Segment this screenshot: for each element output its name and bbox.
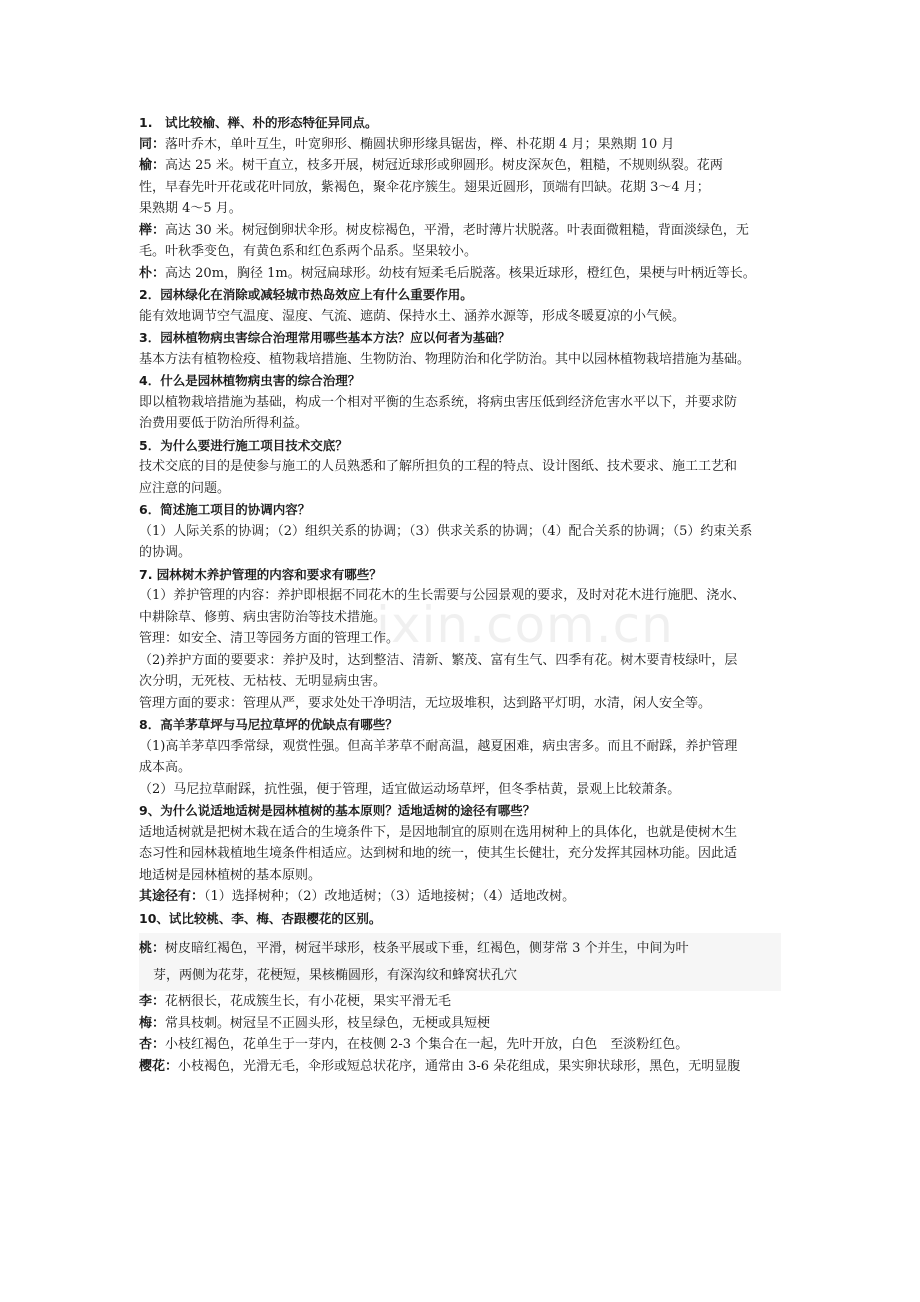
- q1-same-text: 落叶乔木，单叶互生，叶宽卵形、椭圆状卵形缘具锯齿，榉、朴花期 4 月；果熟期 10 月: [165, 136, 675, 152]
- question-3-title: 3．园林植物病虫害综合治理常用哪些基本方法？应以何者为基础？: [139, 330, 511, 345]
- q7-answer-4: （2)养护方面的要要求：养护及时，达到整洁、清新、繁茂、富有生气、四季有花。树木要青枝绿叶，层: [139, 652, 738, 668]
- q3-answer: 基本方法有植物检疫、植物栽培措施、生物防治、物理防治和化学防治。其中以园林植物栽培措施为基础。: [139, 351, 751, 367]
- q1-pu-text: 高达 20m，胸径 1m。树冠扁球形。幼枝有短柔毛后脱落。核果近球形，橙红色，果梗与叶柄近等长。: [165, 265, 756, 281]
- q4-answer-2: 治费用要低于防治所得利益。: [139, 416, 309, 431]
- q10-apricot-text: 小枝红褐色，花单生于一芽内，在枝侧 2-3 个集合在一起，先叶开放，白色 至淡粉红色。: [165, 1037, 689, 1052]
- q10-peach: [139, 935, 781, 962]
- q7-answer-1: （1）养护管理的内容：养护即根据不同花木的生长需要与公园景观的要求，及时对花木进行施肥、浇水、: [139, 588, 746, 603]
- q7-answer-5: 次分明，无死枝、无枯枝、无明显病虫害。: [139, 674, 387, 689]
- question-4-title: 4．什么是园林植物病虫害的综合治理？: [139, 373, 361, 388]
- q10-peach-text-1: 树皮暗红褐色，平滑，树冠半球形，枝条平展或下垂，红褐色，侧芽常 3 个并生，中间为叶: [165, 941, 689, 956]
- q1-pu: [139, 263, 781, 285]
- watermark: ixin.com.cn: [376, 596, 674, 654]
- label-apricot: 杏：: [139, 1037, 166, 1052]
- question-2-title: 2．园林绿化在消除或减轻城市热岛效应上有什么重要作用。: [139, 287, 473, 302]
- q7-answer-3: 管理：如安全、清卫等园务方面的管理工作。: [139, 631, 400, 646]
- q7-answer-2: 中耕除草、修剪、病虫害防治等技术措施。: [139, 609, 387, 625]
- q1-yu-text-3: 果熟期 4～5 月。: [139, 201, 242, 216]
- label-same: 同：: [139, 136, 166, 152]
- question-9-title: 9、为什么说适地适树是园林植树的基本原则？适地适树的途径有哪些？: [139, 803, 536, 818]
- q5-answer-2: 应注意的问题。: [139, 480, 231, 496]
- q8-answer-2: 成本高。: [139, 760, 192, 775]
- q1-ju-text-2: 毛。叶秋季变色，有黄色系和红色系两个品系。坚果较小。: [139, 244, 478, 259]
- label-plum: 李：: [139, 994, 166, 1009]
- q10-peach-block: [139, 933, 781, 991]
- q10-apricot: [139, 1034, 781, 1056]
- q9-answer-1: 适地适树就是把树木栽在适合的生境条件下，是因地制宜的原则在选用树种上的具体化，也就是使树木生: [139, 824, 738, 840]
- label-ways: 其途径有：: [139, 889, 205, 904]
- question-6-title: 6．简述施工项目的协调内容？: [139, 502, 311, 517]
- q8-answer-1: （1)高羊茅草四季常绿，观赏性强。但高羊茅草不耐高温，越夏困难，病虫害多。而且不耐踩，养护管理: [139, 738, 738, 754]
- label-pu: 朴：: [139, 265, 166, 281]
- question-8-title: 8．高羊茅草坪与马尼拉草坪的优缺点有哪些？: [139, 717, 398, 732]
- question-1-title: 1. 试比较榆、榉、朴的形态特征异同点。: [139, 115, 378, 130]
- q9-answer-2: 态习性和园林栽植地生境条件相适应。达到树和地的统一，使其生长健壮，充分发挥其园林功能。因此适: [139, 846, 738, 861]
- question-10-title: 10、试比较桃、李、梅、杏跟樱花的区别。: [139, 910, 382, 926]
- label-mei: 梅：: [139, 1015, 166, 1031]
- q10-mei: [139, 1013, 781, 1035]
- label-ju: 榉：: [139, 222, 166, 238]
- question-7-title: 7. 园林树木养护管理的内容和要求有哪些？: [139, 566, 382, 582]
- label-cherry: 樱花：: [139, 1058, 179, 1074]
- q10-mei-text: 常具枝刺。树冠呈不正圆头形，枝呈绿色，无梗或具短梗: [165, 1015, 491, 1031]
- q4-answer-1: 即以植物栽培措施为基础，构成一个相对平衡的生态系统，将病虫害压低到经济危害水平以下，并要求防: [139, 394, 738, 410]
- q8-answer-3: （2）马尼拉草耐踩，抗性强，便于管理，适宜做运动场草坪，但冬季枯黄，景观上比较萧条。: [139, 781, 681, 797]
- label-yu: 榆：: [139, 158, 166, 173]
- q9-answer-3: 地适树是园林植树的基本原则。: [139, 867, 322, 883]
- q1-yu: [139, 155, 781, 177]
- q9-ways-text: （1）选择树种；（2）改地适树；（3）适地接树；（4）适地改树。: [204, 889, 576, 904]
- q2-answer: 能有效地调节空气温度、湿度、气流、遮荫、保持水土、涵养水源等，形成冬暖夏凉的小气候。: [139, 308, 686, 324]
- q7-answer-6: 管理方面的要求：管理从严，要求处处干净明洁，无垃圾堆积，达到路平灯明，水清，闲人安全等。: [139, 695, 712, 711]
- q1-ju-text-1: 高达 30 米。树冠倒卵状伞形。树皮棕褐色，平滑，老时薄片状脱落。叶表面微粗糙，背面淡绿色，无: [165, 222, 749, 238]
- q1-same: [139, 134, 781, 156]
- label-peach: 桃：: [139, 941, 166, 956]
- q6-answer-1: （1）人际关系的协调；（2）组织关系的协调；（3）供求关系的协调；（4）配合关系的协调；（5）约束关系: [139, 523, 753, 539]
- q10-cherry: [139, 1056, 781, 1078]
- q10-plum-text: 花柄很长，花成簇生长，有小花梗，果实平滑无毛: [165, 994, 452, 1009]
- q5-answer-1: 技术交底的目的是使参与施工的人员熟悉和了解所担负的工程的特点、设计图纸、技术要求、施工工艺和: [139, 459, 738, 474]
- document-body: [139, 112, 781, 1077]
- question-5-title: 5．为什么要进行施工项目技术交底？: [139, 437, 348, 453]
- q1-ju: [139, 220, 781, 242]
- q1-yu-text-1: 高达 25 米。树干直立，枝多开展，树冠近球形或卵圆形。树皮深灰色，粗糙，不规则纵裂。花两: [165, 158, 723, 173]
- q10-peach-text-2: 芽，两侧为花芽，花梗短，果核椭圆形，有深沟纹和蜂窝状孔穴: [153, 968, 518, 983]
- q10-cherry-text: 小枝褐色，光滑无毛，伞形或短总状花序，通常由 3-6 朵花组成，果实卵状球形，黑色，无明显腹: [178, 1058, 741, 1074]
- q1-yu-text-2: 性，早春先叶开花或花叶同放，紫褐色，聚伞花序簇生。翅果近圆形，顶端有凹缺。花期 3～4 月；: [139, 179, 710, 195]
- q6-answer-2: 的协调。: [139, 545, 192, 560]
- q9-ways: [139, 886, 781, 908]
- q10-plum: [139, 991, 781, 1013]
